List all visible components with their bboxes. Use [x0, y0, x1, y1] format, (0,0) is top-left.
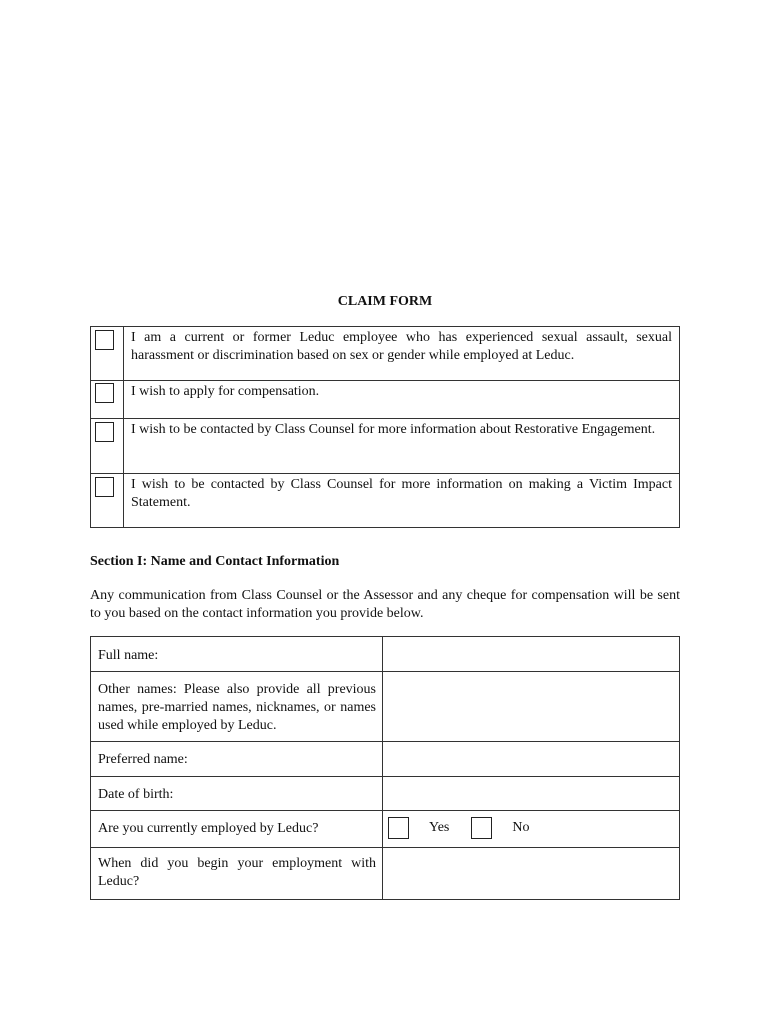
no-label: No	[512, 820, 530, 835]
consent-checkbox-table	[90, 326, 680, 528]
yes-checkbox[interactable]	[388, 817, 409, 839]
table-row	[91, 672, 680, 742]
date-of-birth-field[interactable]	[383, 777, 680, 811]
checkbox-row	[91, 419, 680, 474]
employee-confirmation-checkbox[interactable]	[95, 330, 114, 350]
apply-compensation-checkbox[interactable]	[95, 383, 114, 403]
checkbox-cell	[91, 419, 124, 474]
checkbox-row	[91, 474, 680, 528]
field-label: Are you currently employed by Leduc?	[91, 811, 383, 848]
table-row	[91, 848, 680, 900]
checkbox-label: I wish to apply for compensation.	[124, 381, 680, 419]
checkbox-cell	[91, 327, 124, 381]
full-name-field[interactable]	[383, 637, 680, 672]
checkbox-cell	[91, 474, 124, 528]
employment-start-field[interactable]	[383, 848, 680, 900]
no-checkbox[interactable]	[471, 817, 492, 839]
checkbox-cell	[91, 381, 124, 419]
form-title: CLAIM FORM	[337, 294, 433, 309]
employment-status-options	[383, 811, 680, 848]
field-label: Full name:	[91, 637, 383, 672]
table-row	[91, 742, 680, 777]
yes-label: Yes	[429, 820, 450, 835]
section-intro: Any communication from Class Counsel or the Assessor and any cheque for compensation will be sent to you based on the contact information you provide below.	[90, 588, 680, 621]
other-names-field[interactable]	[383, 672, 680, 742]
checkbox-label: I wish to be contacted by Class Counsel for more information about Restorative Engagement.	[124, 419, 680, 474]
checkbox-row	[91, 381, 680, 419]
field-label: Other names: Please also provide all previous names, pre-married names, nicknames, or names used while employed by Leduc.	[91, 672, 383, 742]
field-label: Date of birth:	[91, 777, 383, 811]
table-row	[91, 637, 680, 672]
victim-impact-statement-checkbox[interactable]	[95, 477, 114, 497]
checkbox-row	[91, 327, 680, 381]
field-label: When did you begin your employment with Leduc?	[91, 848, 383, 900]
contact-info-table	[90, 636, 680, 900]
table-row	[91, 777, 680, 811]
checkbox-label: I wish to be contacted by Class Counsel for more information on making a Victim Impact Statement.	[124, 474, 680, 528]
preferred-name-field[interactable]	[383, 742, 680, 777]
field-label: Preferred name:	[91, 742, 383, 777]
restorative-engagement-checkbox[interactable]	[95, 422, 114, 442]
section-heading: Section I: Name and Contact Information	[90, 554, 340, 569]
table-row	[91, 811, 680, 848]
checkbox-label: I am a current or former Leduc employee who has experienced sexual assault, sexual harassment or discrimination based on sex or gender while employed at Leduc.	[124, 327, 680, 381]
